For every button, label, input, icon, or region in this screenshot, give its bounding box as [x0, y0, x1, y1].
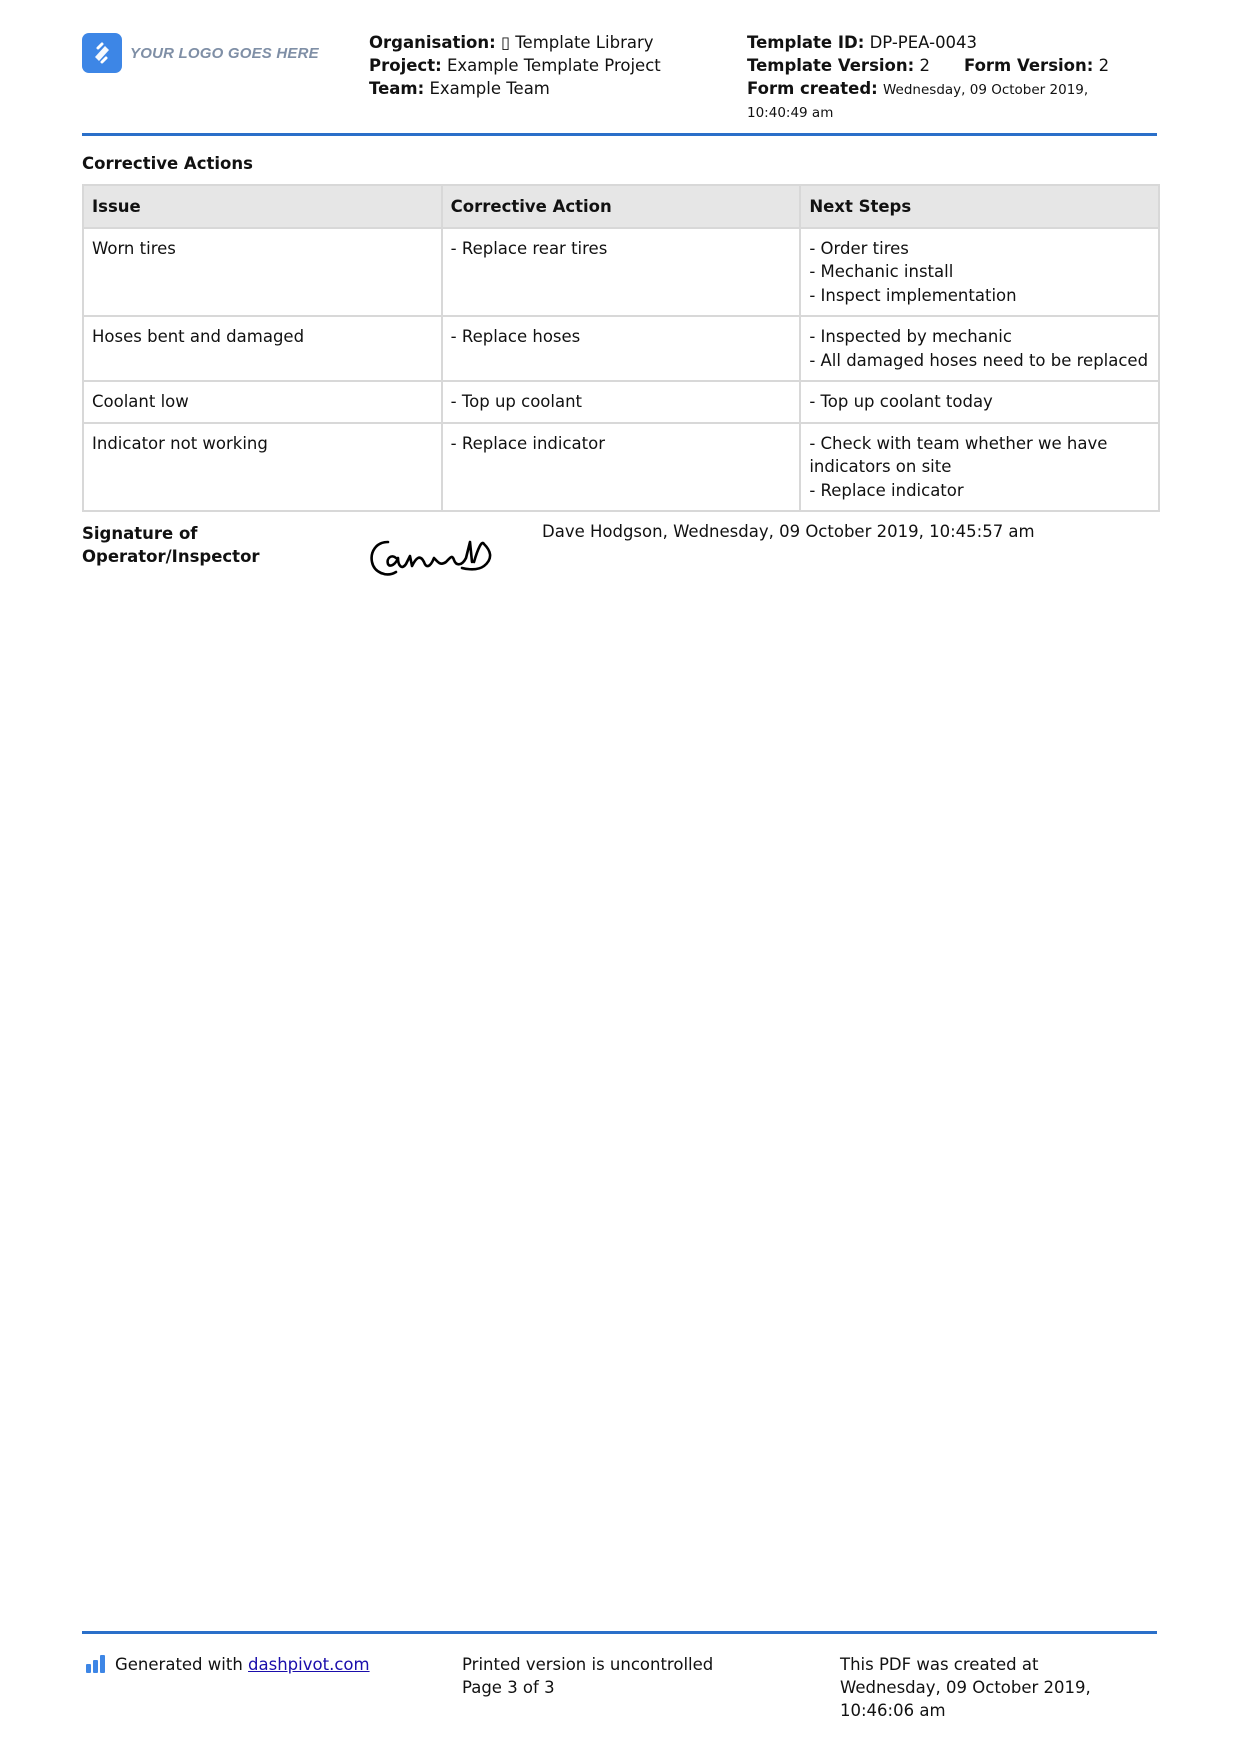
- team-value: Example Team: [429, 79, 550, 98]
- table-header-row: [83, 185, 1159, 228]
- logo-badge-icon: [82, 33, 122, 73]
- team-label: Team:: [369, 79, 425, 98]
- project-value: Example Template Project: [446, 56, 661, 75]
- next-step-line: - Replace indicator: [809, 480, 964, 500]
- signature-details: Dave Hodgson, Wednesday, 09 October 2019, 10:45:57 am: [542, 522, 1035, 541]
- template-version-value: 2: [919, 56, 930, 75]
- signature-image: [366, 528, 500, 588]
- column-header-corrective-action: Corrective Action: [442, 185, 801, 228]
- next-step-line: indicators on site: [809, 457, 952, 476]
- action-cell: - Replace rear tires: [442, 228, 801, 317]
- next-step-line: - Order tires: [809, 238, 909, 258]
- logo-text: YOUR LOGO GOES HERE: [130, 44, 319, 62]
- table-row: [83, 316, 1159, 381]
- template-id-label: Template ID:: [747, 33, 865, 52]
- action-cell: - Replace hoses: [442, 316, 801, 381]
- page-number: Page 3 of 3: [462, 1678, 555, 1697]
- organisation-label: Organisation:: [369, 33, 496, 52]
- table-row: [83, 423, 1159, 512]
- generated-text: Generated with: [115, 1655, 243, 1674]
- dashpivot-link[interactable]: dashpivot.com: [248, 1655, 370, 1674]
- column-header-issue: Issue: [83, 185, 442, 228]
- created-line: 10:46:06 am: [840, 1701, 946, 1720]
- header-divider: [82, 133, 1157, 136]
- action-cell: - Replace indicator: [442, 423, 801, 512]
- section-title: Corrective Actions: [82, 154, 253, 173]
- signature-label-line: Operator/Inspector: [82, 547, 260, 566]
- next-step-line: - Inspect implementation: [809, 285, 1017, 305]
- table-row: [83, 228, 1159, 317]
- action-cell: - Top up coolant: [442, 381, 801, 423]
- created-line: This PDF was created at: [840, 1655, 1039, 1674]
- company-logo: [82, 33, 319, 73]
- header-template-info: [747, 31, 1109, 125]
- form-created-label: Form created:: [747, 79, 878, 98]
- footer-page-info: [462, 1653, 713, 1699]
- issue-cell: Hoses bent and damaged: [83, 316, 442, 381]
- next-step-line: - Top up coolant today: [809, 392, 993, 411]
- signature-label: [82, 522, 260, 568]
- table-row: [83, 381, 1159, 423]
- column-header-next-steps: Next Steps: [800, 185, 1159, 228]
- footer-generated: [86, 1653, 370, 1676]
- issue-cell: Coolant low: [83, 381, 442, 423]
- next-steps-cell: [800, 316, 1159, 381]
- next-steps-cell: [800, 423, 1159, 512]
- next-step-line: - Mechanic install: [809, 262, 954, 281]
- issue-cell: Worn tires: [83, 228, 442, 317]
- next-step-line: - Inspected by mechanic: [809, 327, 1012, 346]
- created-line: Wednesday, 09 October 2019,: [840, 1678, 1091, 1697]
- template-id-value: DP-PEA-0043: [869, 33, 978, 52]
- footer-divider: [82, 1631, 1157, 1634]
- form-created-value: Wednesday, 09 October 2019,: [883, 82, 1089, 98]
- header-project-info: [369, 31, 661, 100]
- form-version-label: Form Version:: [963, 56, 1094, 75]
- issue-cell: Indicator not working: [83, 423, 442, 512]
- next-step-line: - All damaged hoses need to be replaced: [809, 350, 1149, 370]
- project-label: Project:: [369, 56, 442, 75]
- next-steps-cell: [800, 381, 1159, 423]
- organisation-value: ▯ Template Library: [500, 33, 654, 52]
- form-created-time: 10:40:49 am: [747, 105, 834, 121]
- corrective-actions-table: [82, 184, 1160, 512]
- next-steps-cell: [800, 228, 1159, 317]
- uncontrolled-notice: Printed version is uncontrolled: [462, 1655, 714, 1674]
- bar-chart-icon: [86, 1655, 107, 1673]
- footer-created-info: [840, 1653, 1091, 1722]
- next-step-line: - Check with team whether we have: [809, 433, 1108, 453]
- form-version-value: 2: [1098, 56, 1110, 75]
- signature-label-line: Signature of: [82, 524, 198, 543]
- template-version-label: Template Version:: [747, 56, 915, 75]
